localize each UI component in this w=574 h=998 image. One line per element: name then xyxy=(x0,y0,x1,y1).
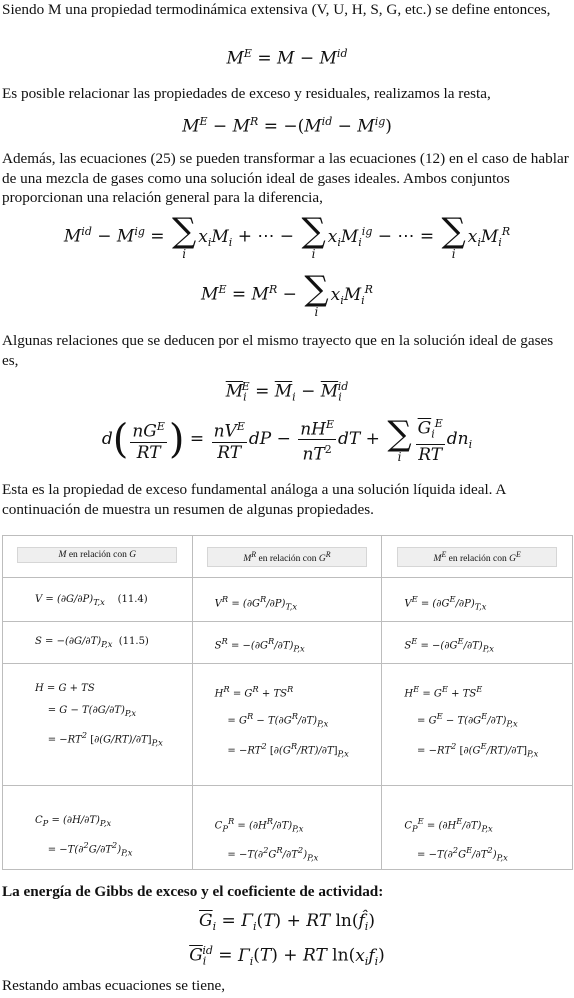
subtraction-paragraph: Restando ambas ecuaciones se tiene, xyxy=(2,977,226,994)
entropy-relation: S = −(∂G/∂T) xyxy=(35,636,102,647)
header-m-vs-g: M en relación con G xyxy=(17,547,177,563)
excess-summation-equation: $M^E = M^R$ − ∑ i $x_iM_i^R$ xyxy=(201,269,373,319)
transformation-paragraph: Además, las ecuaciones (25) se pueden transformar a las ecuaciones (12) en el caso de hablar de una mezcla de gases como una solución ideal de gases ideales. Ambos conjuntos proporcionan una relación general para la diferencia, xyxy=(2,150,569,206)
partial-molar-excess-equation: $\overline{M}_i^E = \overline{M}_i - \overline{M}_i^{id}$ xyxy=(225,380,349,404)
equation-ref-11-5: (11.5) xyxy=(118,636,149,647)
intro-paragraph: Siendo M una propiedad termodinámica extensiva (V, U, H, S, G, etc.) se define entonces, xyxy=(2,1,551,18)
entropy-relation-subscript: P,x xyxy=(101,639,113,649)
equation-ref-11-4: (11.4) xyxy=(117,594,148,605)
entropy-cell xyxy=(3,622,193,664)
entropy-excess-cell: $S^E = -(\partial G^E/\partial T)_{P,x}$ xyxy=(382,622,573,664)
volume-relation: V = (∂G/∂P) xyxy=(35,594,94,605)
summary-paragraph: Esta es la propiedad de exceso fundamental análoga a una solución líquida ideal. A continuación de muestra un resumen de algunas propiedades. xyxy=(2,481,506,518)
entropy-residual-cell: $S^R = -(\partial G^R/\partial T)_{P,x}$ xyxy=(192,622,382,664)
table-header-cell xyxy=(382,536,573,578)
derived-relations-paragraph: Algunas relaciones que se deducen por el mismo trayecto que en la solución ideal de gases es, xyxy=(2,332,554,369)
heat-capacity-excess-cell: $C_P^E = (\partial H^E/\partial T)_{P,x}$ = $-T(\partial^2G^E/\partial T^2)_{P,x}$ xyxy=(382,786,573,870)
gibbs-excess-heading: La energía de Gibbs de exceso y el coeficiente de actividad: xyxy=(2,883,384,900)
excess-property-equation: $M^E = M - M^{id}$ xyxy=(226,47,348,69)
volume-relation-subscript: T,x xyxy=(93,597,105,607)
header-me-vs-ge: $M^E$ en relación con $G^E$ xyxy=(397,547,557,567)
ideal-partial-gibbs-equation: $\overline{G}_i^{id} = \Gamma_i(T)$ + RT $\ln(x_if_i)$ xyxy=(189,944,385,968)
heat-capacity-residual-cell: $C_P^R = (\partial H^R/\partial T)_{P,x}$ = $-T(\partial^2G^R/\partial T^2)_{P,x}$ xyxy=(192,786,382,870)
volume-residual-cell: $V^R = (\partial G^R/\partial P)_{T,x}$ xyxy=(192,578,382,622)
table-header-cell xyxy=(192,536,382,578)
heat-capacity-cell: $C_P = (\partial H/\partial T)_{P,x}$ = $-T(\partial^2G/\partial T^2)_{P,x}$ xyxy=(3,786,193,870)
excess-residual-equation: $M^E - M^R = -(M^{id} - M^{ig})$ xyxy=(182,115,392,137)
enthalpy-excess-cell: $H^E = G^E + TS^E$ = $G^E - T(\partial G^E/\partial T)_{P,x}$ = $-RT^2$ $[\partial(G^E/RT)/\partial T]_{P,x}$ xyxy=(382,664,573,786)
enthalpy-cell: H = G + TS = $G - T(\partial G/\partial T)_{P,x}$ = $-RT^2$ $[\partial(G/RT)/\partial T]_{P,x}$ xyxy=(3,664,193,786)
enthalpy-residual-cell: $H^R = G^R + TS^R$ = $G^R - T(\partial G^R/\partial T)_{P,x}$ = $-RT^2$ $[\partial(G^R/RT)/\partial T]_{P,x}$ xyxy=(192,664,382,786)
partial-gibbs-equation: $\overline{G}_i = \Gamma_i(T)$ + RT $\ln(f̂_i)$ xyxy=(199,911,375,933)
volume-cell xyxy=(3,578,193,622)
properties-table xyxy=(2,535,573,870)
header-mr-vs-gr: $M^R$ en relación con $G^R$ xyxy=(207,547,367,567)
relation-paragraph: Es posible relacionar las propiedades de exceso y residuales, realizamos la resta, xyxy=(2,85,491,102)
volume-excess-cell: $V^E = (\partial G^E/\partial P)_{T,x}$ xyxy=(382,578,573,622)
table-header-cell xyxy=(3,536,193,578)
summation-equation: $M^{id} - M^{ig}$ = ∑ i $x_iM_i$ + ⋯ − ∑ i $x_iM_i^{ig}$ − ⋯ = ∑ i $x_iM_i^R$ xyxy=(63,211,511,261)
gibbs-excess-differential-equation: d( $\frac{nG^E}{RT}$ ) = $\frac{nV^E}{RT}$ dP − $\frac{nH^E}{nT^2}$ dT + ∑ i $\frac{\overline{G}_i^E}{RT}$ $dn_i$ xyxy=(101,413,473,466)
